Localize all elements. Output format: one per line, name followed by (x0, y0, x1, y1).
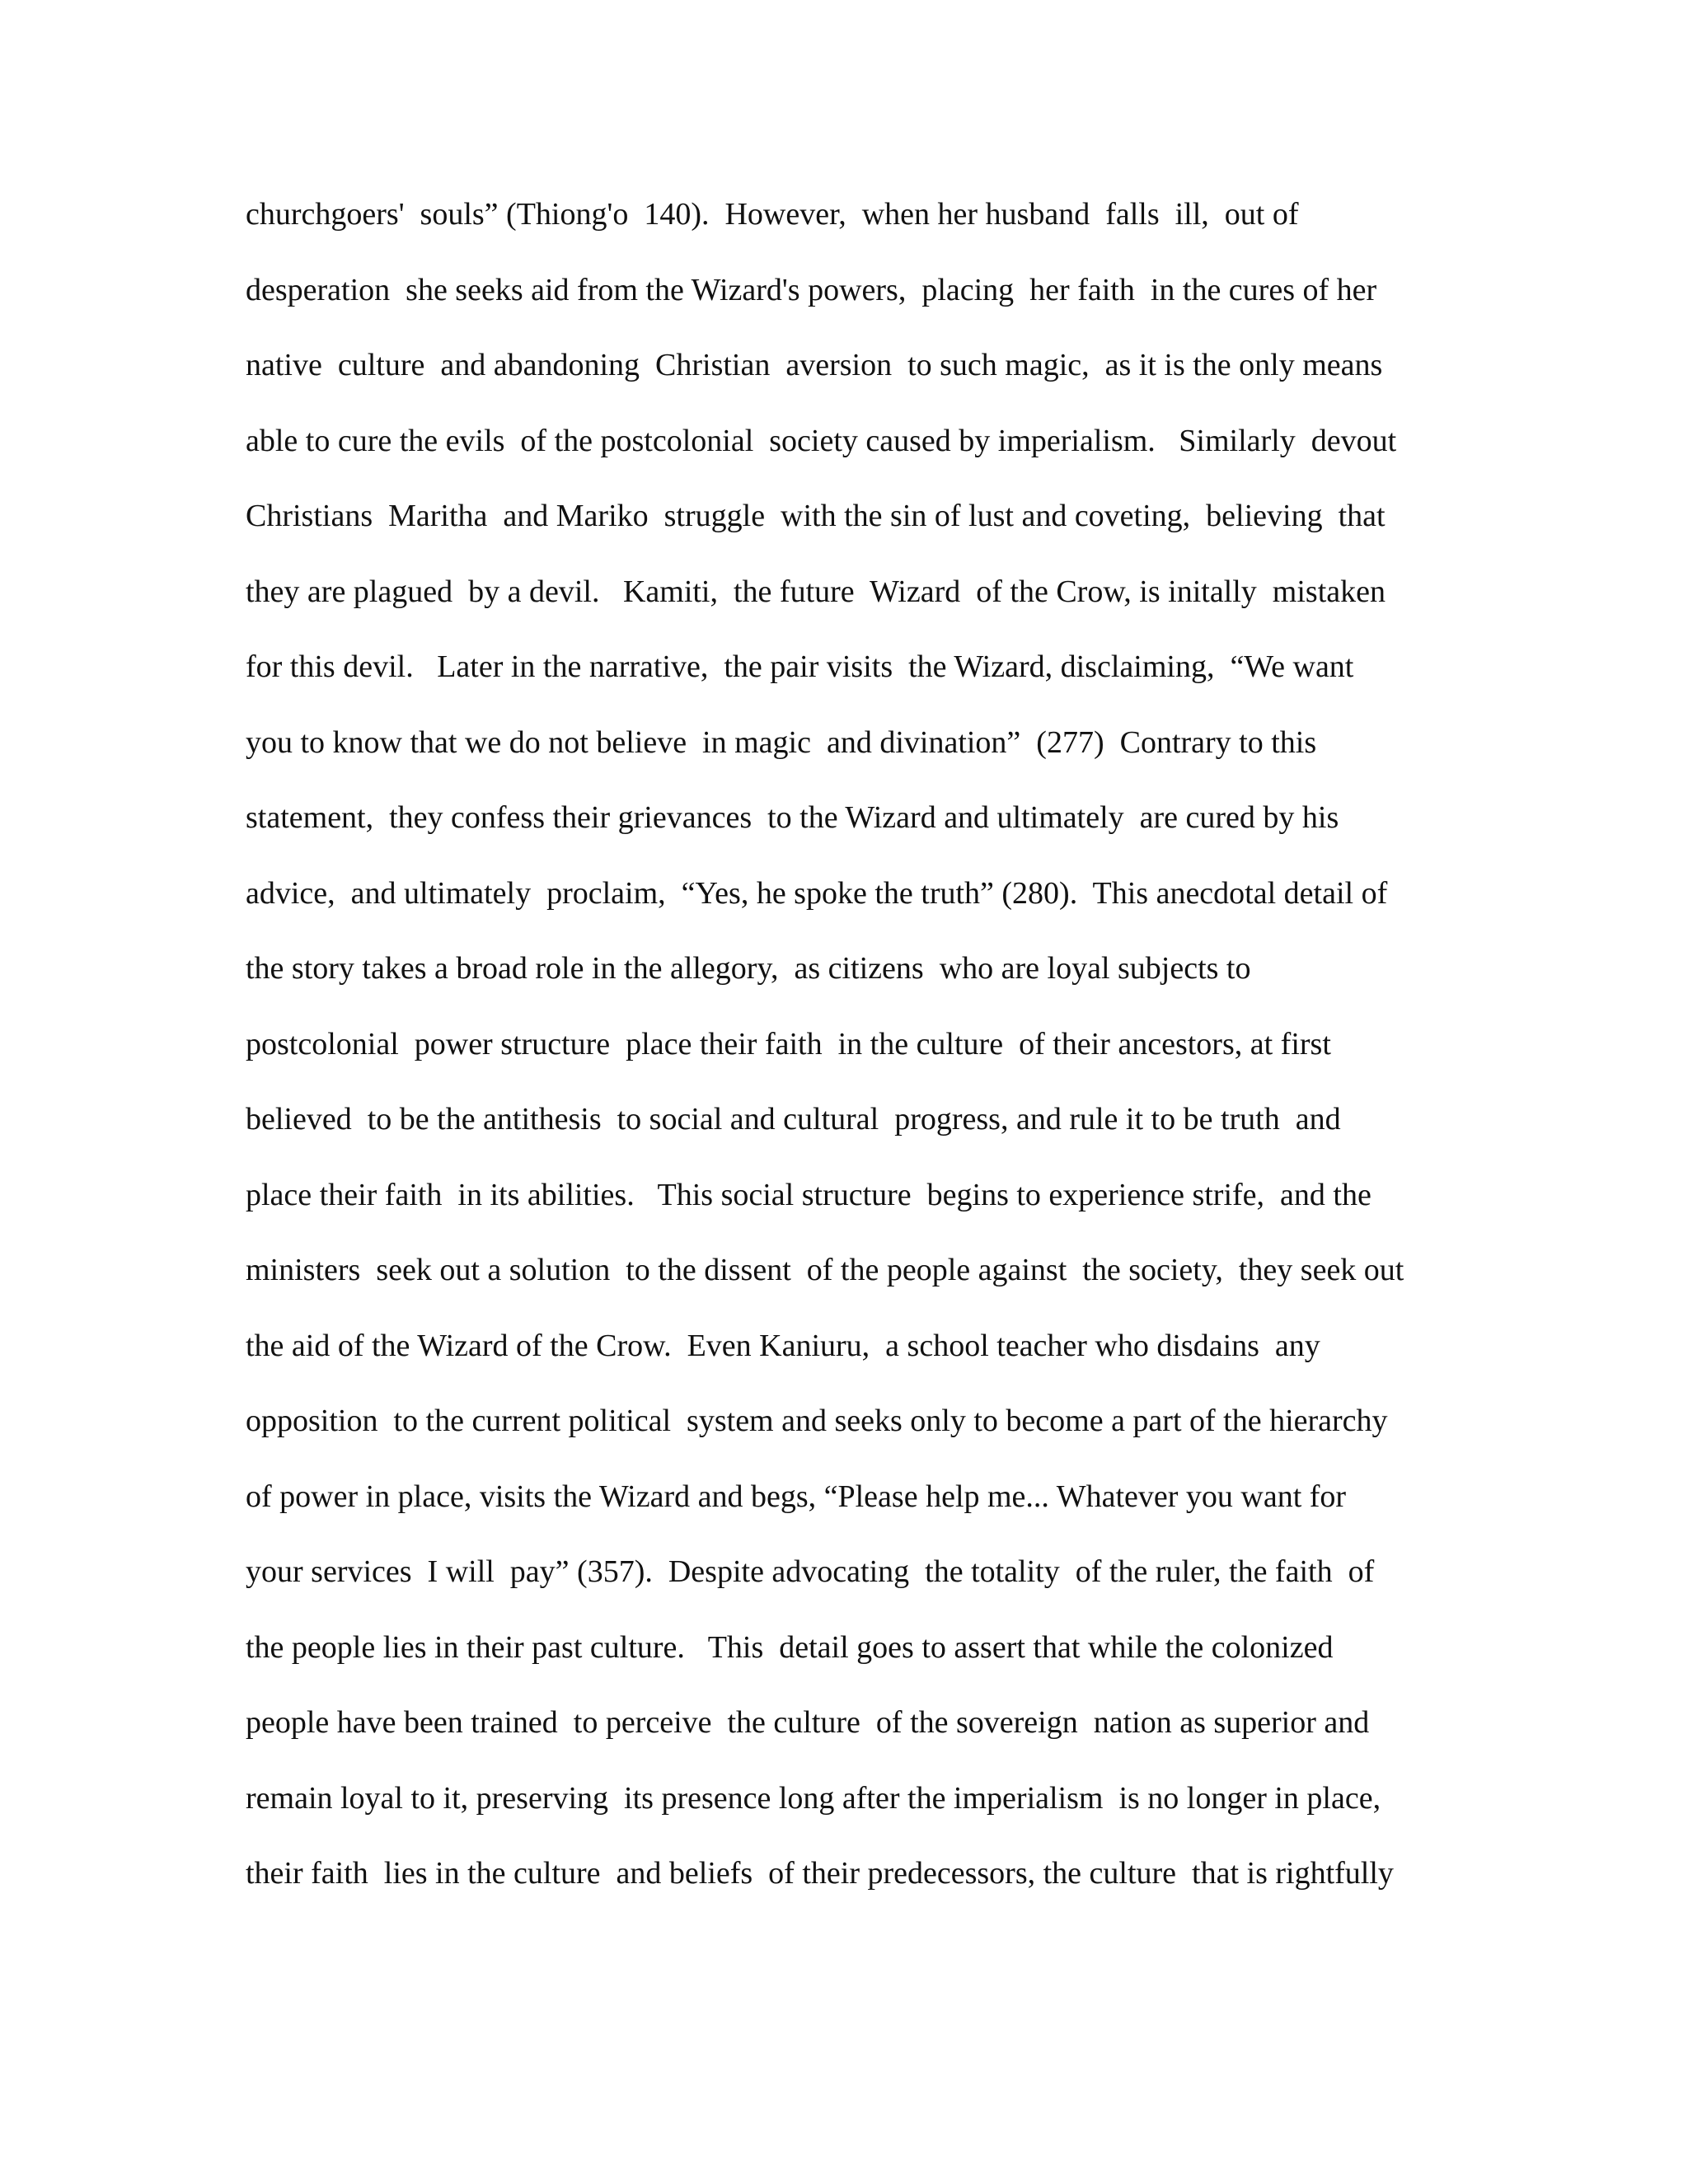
text-line: Christians Maritha and Mariko struggle with the sin of lust and coveting, believing that (246, 499, 1386, 533)
text-line: their faith lies in the culture and beliefs of their predecessors, the culture that is rightfully (246, 1856, 1394, 1891)
text-line: desperation she seeks aid from the Wizard's powers, placing her faith in the cures of her (246, 272, 1377, 307)
text-line: the people lies in their past culture. This detail goes to assert that while the colonized (246, 1629, 1334, 1665)
body-paragraph (246, 188, 1449, 1923)
text-line: your services I will pay” (357). Despite advocating the totality of the ruler, the faith of (246, 1554, 1375, 1589)
text-line: able to cure the evils of the postcolonial society caused by imperialism. Similarly devout (246, 423, 1397, 458)
text-line: statement, they confess their grievances to the Wizard and ultimately are cured by his (246, 800, 1339, 835)
text-line: believed to be the antithesis to social and cultural progress, and rule it to be truth and (246, 1102, 1341, 1137)
text-line: you to know that we do not believe in magic and divination” (277) Contrary to this (246, 724, 1317, 760)
text-line: native culture and abandoning Christian aversion to such magic, as it is the only means (246, 348, 1383, 382)
text-line: for this devil. Later in the narrative, the pair visits the Wizard, disclaiming, “We want (246, 649, 1354, 684)
text-line: opposition to the current political system and seeks only to become a part of the hierarchy (246, 1404, 1388, 1438)
text-line: remain loyal to it, preserving its presence long after the imperialism is no longer in place, (246, 1780, 1381, 1816)
text-line: advice, and ultimately proclaim, “Yes, he spoke the truth” (280). This anecdotal detail of (246, 875, 1388, 911)
text-line: people have been trained to perceive the culture of the sovereign nation as superior and (246, 1705, 1370, 1740)
text-line: ministers seek out a solution to the dissent of the people against the society, they seek out (246, 1253, 1404, 1287)
text-line: churchgoers' souls” (Thiong'o 140). However, when her husband falls ill, out of (246, 197, 1299, 232)
text-line: the story takes a broad role in the allegory, as citizens who are loyal subjects to (246, 951, 1251, 986)
text-line: postcolonial power structure place their faith in the culture of their ancestors, at first (246, 1026, 1331, 1062)
text-line: of power in place, visits the Wizard and begs, “Please help me... Whatever you want for (246, 1479, 1347, 1514)
text-line: they are plagued by a devil. Kamiti, the future Wizard of the Crow, is initally mistaken (246, 574, 1386, 609)
text-line: the aid of the Wizard of the Crow. Even Kaniuru, a school teacher who disdains any (246, 1328, 1320, 1363)
text-line: place their faith in its abilities. This social structure begins to experience strife, and the (246, 1177, 1372, 1212)
